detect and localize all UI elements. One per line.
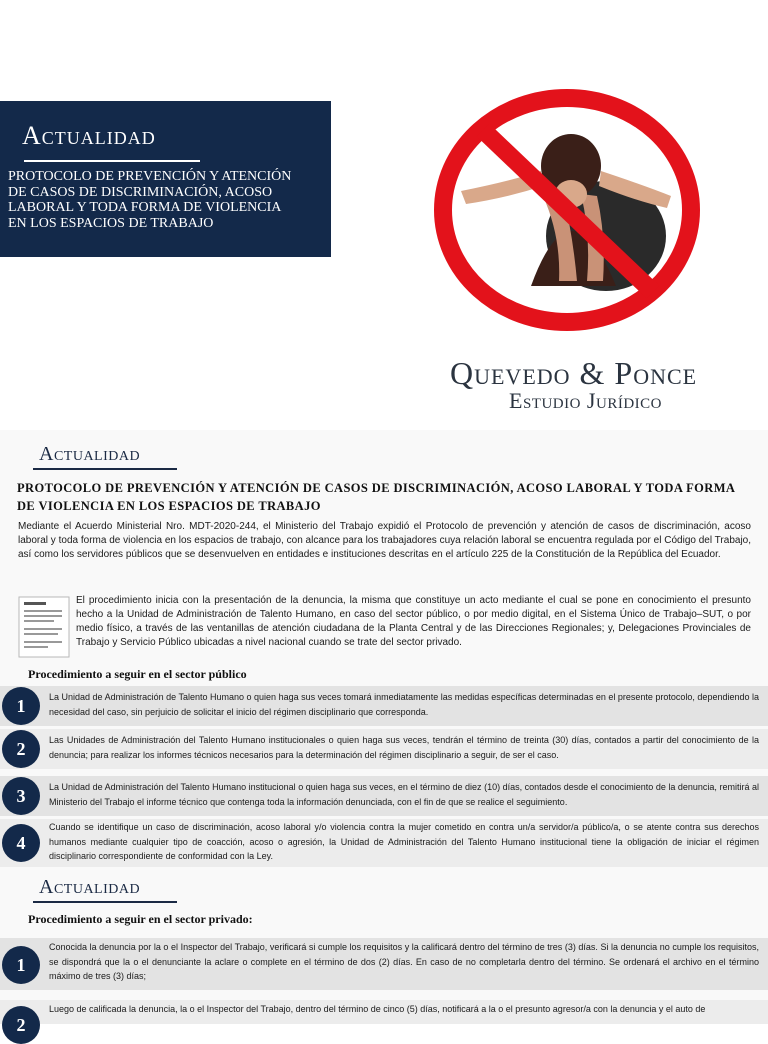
- banner-line: EN LOS ESPACIOS DE TRABAJO: [8, 215, 214, 231]
- private-step: [0, 938, 768, 990]
- section-heading-underline: [33, 901, 177, 903]
- step-text: Las Unidades de Administración del Talento Humano institucionales o quien haga sus veces, tendrán el término de treinta (30) días, contados a partir del conocimiento de la denuncia; para realizar los informes técnicos necesarios para la determinación del régimen disciplinario a seguir, de ser el caso.: [49, 735, 759, 760]
- title-banner: [0, 101, 331, 257]
- banner-title: Actualidad: [22, 121, 156, 150]
- step-text: Conocida la denuncia por la o el Inspector del Trabajo, verificará si cumple los requisitos y la calificará dentro del término de tres (3) días. Si la denuncia no cumple los requisitos, se dispondrá que la o el denunciante la aclare o complete en el término de dos (2) días. En caso de no completarla dentro del término. Se ordenará el archivo en el término máximo de tres (3) días;: [49, 942, 759, 981]
- step-number: 1: [2, 946, 40, 984]
- banner-line: DE CASOS DE DISCRIMINACIÓN, ACOSO: [8, 184, 273, 200]
- step-number: 1: [2, 687, 40, 725]
- document-title: PROTOCOLO DE PREVENCIÓN Y ATENCIÓN DE CASOS DE DISCRIMINACIÓN, ACOSO LABORAL Y TODA FORMA DE VIOLENCIA EN LOS ESPACIOS DE TRABAJO: [17, 481, 735, 513]
- step-number: 4: [2, 824, 40, 862]
- private-sector-heading: Procedimiento a seguir en el sector privado:: [28, 912, 253, 926]
- public-step: [0, 776, 768, 816]
- banner-line: PROTOCOLO DE PREVENCIÓN Y ATENCIÓN: [8, 169, 292, 184]
- step-number: 2: [2, 1006, 40, 1044]
- section-heading: Actualidad: [39, 876, 141, 898]
- firm-subtitle: Estudio Jurídico: [509, 388, 662, 413]
- banner-underline: [24, 160, 200, 162]
- step-text: Luego de calificada la denuncia, la o el Inspector del Trabajo, dentro del término de cinco (5) días, notificará a la o el presunto agresor/a con la denuncia y el auto de: [49, 1004, 706, 1014]
- public-step: [0, 819, 768, 867]
- public-sector-heading: Procedimiento a seguir en el sector público: [28, 667, 247, 681]
- banner-line: LABORAL Y TODA FORMA DE VIOLENCIA: [8, 200, 282, 215]
- step-text: Cuando se identifique un caso de discriminación, acoso laboral y/o violencia contra la mujer cometido en contra un/a servidor/a público/a, o se atente contra sus derechos humanos mediante cualquier tipo de coacción, acoso o agresión, la Unidad de Administración del Talento Humano institucional tiene la obligación de iniciar el régimen disciplinario correspondiente de conformidad con la Ley.: [49, 822, 759, 861]
- procedure-paragraph: El procedimiento inicia con la presentación de la denuncia, la misma que constituye un acto mediante el cual se pone en conocimiento el presunto hecho a la Unidad de Administración de Talento Humano, en caso del sector público, o por medio digital, en el Sistema Único de Trabajo–SUT, o por medio físico, a través de las ventanillas de atención ciudadana de la Planta Central y de las Direcciones Regionales; y, Delegaciones Provinciales de Trabajo y Servicio Público ubicadas a nivel nacional cuando se trate del sector privado.: [76, 595, 751, 648]
- section-heading: Actualidad: [39, 443, 141, 465]
- step-text: La Unidad de Administración de Talento Humano o quien haga sus veces tomará inmediatamente las medidas específicas determinadas en el presente protocolo, dependiendo la necesidad del caso, sin perjuicio de solicitar el inicio del régimen disciplinario que corresponda.: [49, 692, 759, 717]
- hero-cover: [0, 0, 768, 430]
- public-step: [0, 729, 768, 769]
- banner-protocol-title: [8, 169, 324, 231]
- prohibited-harassment-illustration: [431, 86, 703, 334]
- step-number: 2: [2, 730, 40, 768]
- document-thumbnail-icon: [18, 596, 70, 658]
- step-text: La Unidad de Administración del Talento Humano institucional o quien haga sus veces, en el término de diez (10) días, contados desde el conocimiento de la denuncia, remitirá al Ministerio del Trabajo el informe técnico que contenga toda la información denunciada, con el fin de que se realice el seguimiento.: [49, 782, 759, 807]
- step-number: 3: [2, 777, 40, 815]
- public-step: [0, 686, 768, 726]
- firm-name: Quevedo & Ponce: [450, 355, 698, 391]
- section-heading-underline: [33, 468, 177, 470]
- intro-paragraph: Mediante el Acuerdo Ministerial Nro. MDT-2020-244, el Ministerio del Trabajo expidió el Protocolo de prevención y atención de casos de discriminación, acoso laboral y toda forma de violencia en los espacios de trabajo, con alcance para los trabajadores cuya relación laboral se encuentra regulada por el Código del Trabajo, así como los servidores públicos que se desenvuelven en entidades e instituciones descritas en el artículo 225 de la Constitución de la República del Ecuador.: [18, 521, 751, 560]
- private-step: [0, 1000, 768, 1035]
